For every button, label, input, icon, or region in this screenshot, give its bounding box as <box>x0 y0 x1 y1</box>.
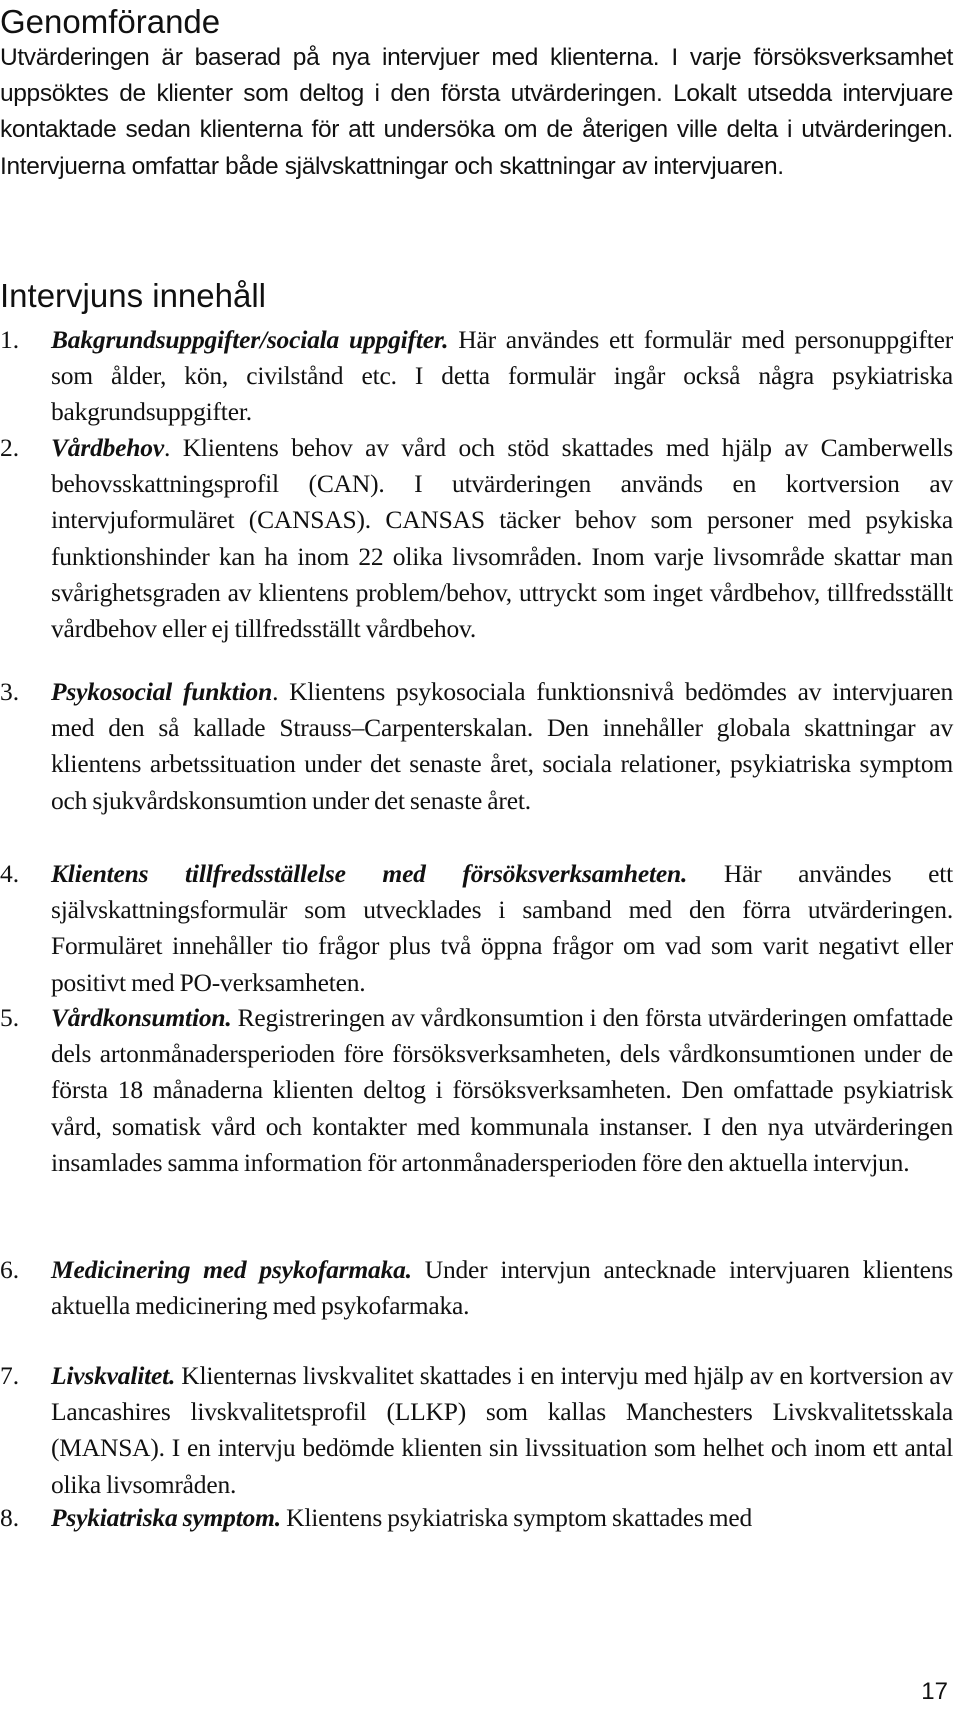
list-item-number: 5. <box>0 1003 20 1032</box>
page-number: 17 <box>921 1678 948 1705</box>
list-item-body <box>51 1252 953 1324</box>
list-item-number: 3. <box>0 677 20 706</box>
list-item-text: Under intervjun antecknade intervjuaren klientens aktuella medicinering med psykofarmaka. <box>51 1255 953 1321</box>
list-item-text: Klienternas livskvalitet skattades i en intervju med hjälp av en kortversion av Lancashires livskvalitetsprofil (LLKP) som kallas Manchesters Livskvalitetsskala (MANSA). I en intervju bedömde klienten sin livssituation som helhet och inom ett antal olika livsområden. <box>51 1361 953 1499</box>
list-item-number: 1. <box>0 325 20 354</box>
list-item-term: Vårdkonsumtion. <box>51 1003 232 1032</box>
intro-paragraph: Utvärderingen är baserad på nya intervjuer med klienterna. I varje försöksverksamhet uppsöktes de klienter som deltog i den första utvärderingen. Lokalt utsedda intervjuare kontaktade sedan klienterna för att undersöka om de återigen ville delta i utvärderingen. Intervjuerna omfattar både självskattningar och skattningar av intervjuaren. <box>0 44 953 180</box>
list-item-number: 8. <box>0 1503 20 1532</box>
list-item-term: Bakgrundsuppgifter/sociala uppgifter. <box>51 325 449 354</box>
list-item-body <box>51 1500 953 1536</box>
list-item-text: Här användes ett formulär med personuppgifter som ålder, kön, civilstånd etc. I detta formulär ingår också några psykiatriska bakgrundsuppgifter. <box>51 325 953 427</box>
section-heading-genomforande: Genomförande <box>0 3 221 40</box>
list-item-body <box>51 1000 953 1181</box>
list-item-number: 6. <box>0 1255 20 1284</box>
list-item-text: Här användes ett självskattningsformulär som utvecklades i samband med den förra utvärderingen. Formuläret innehåller tio frågor plus två öppna frågor om vad som varit negativt eller positivt med PO-verksamheten. <box>51 859 953 997</box>
list-item-term: Klientens tillfredsställelse med försöksverksamheten. <box>51 859 688 888</box>
list-item-number: 2. <box>0 433 20 462</box>
list-item-term: Livskvalitet. <box>51 1361 176 1390</box>
list-item-body <box>51 856 953 1001</box>
list-item-text: Klientens psykiatriska symptom skattades med <box>280 1503 753 1532</box>
list-item-term: Medicinering med psykofarmaka. <box>51 1255 412 1284</box>
list-item-text: . Klientens behov av vård och stöd skattades med hjälp av Camberwells behovsskattningsprofil (CAN). I utvärderingen används en kortversion av intervjuformuläret (CANSAS). CANSAS täcker behov som personer med psykiska funktionshinder kan ha inom 22 olika livsområden. Inom varje livsområde skattar man svårighetsgraden av klientens problem/behov, uttryckt som inget vårdbehov, tillfredsställt vårdbehov eller ej tillfredsställt vårdbehov. <box>51 433 953 644</box>
list-item-text: Registreringen av vårdkonsumtion i den första utvärderingen omfattade dels artonmånadersperioden före försöksverksamheten, dels vårdkonsumtionen under de första 18 månaderna klienten deltog i försöksverksamheten. Den omfattade psykiatrisk vård, somatisk vård och kontakter med kommunala instanser. I den nya utvärderingen insamlades samma information för artonmånadersperioden före den aktuella intervjun. <box>51 1003 953 1177</box>
list-item-term: Vårdbehov <box>51 433 164 462</box>
list-item-body <box>51 674 953 819</box>
list-item-body <box>51 430 953 647</box>
list-item-term: Psykiatriska symptom. <box>51 1503 281 1532</box>
list-item-body <box>51 1358 953 1503</box>
list-item-term: Psykosocial funktion <box>51 677 273 706</box>
list-item-number: 7. <box>0 1361 20 1390</box>
list-item-body <box>51 322 953 431</box>
section-heading-intervjuns-innehall: Intervjuns innehåll <box>0 277 266 314</box>
list-item-text: . Klientens psykosociala funktionsnivå bedömdes av intervjuaren med den så kallade Strauss–Carpenterskalan. Den innehåller globala skattningar av klientens arbetssituation under det senaste året, sociala relationer, psykiatriska symptom och sjukvårdskonsumtion under det senaste året. <box>51 677 953 815</box>
list-item-number: 4. <box>0 859 20 888</box>
